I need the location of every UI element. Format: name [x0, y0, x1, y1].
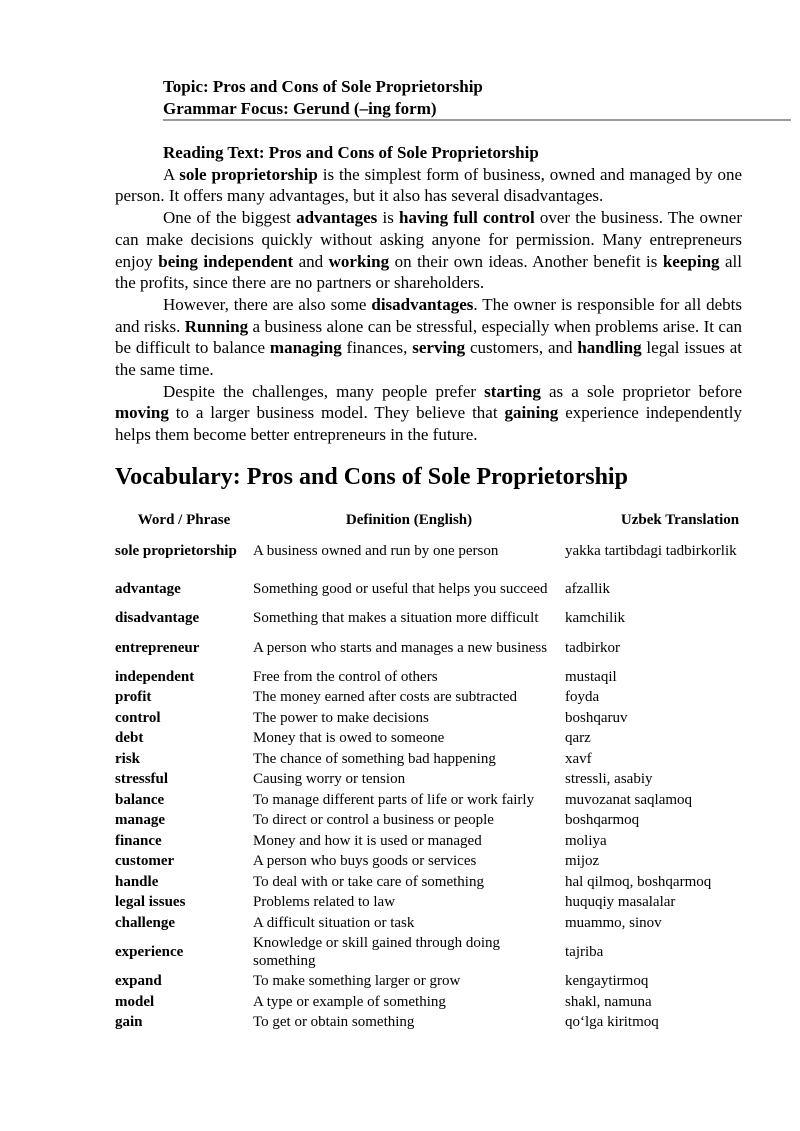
- vocab-word: risk: [115, 750, 141, 767]
- vocab-definition: Something that makes a situation more difficult: [253, 610, 539, 627]
- vocab-word: disadvantage: [115, 610, 200, 627]
- text-run: customers, and: [465, 338, 578, 358]
- vocab-word: profit: [115, 689, 152, 706]
- text-run: all the profits, since there are no partners or shareholders.: [115, 251, 742, 293]
- vocab-definition: Problems related to law: [253, 894, 396, 911]
- vocab-word: expand: [115, 973, 162, 990]
- table-row: [115, 708, 795, 729]
- vocab-definition: Money and how it is used or managed: [253, 832, 482, 849]
- text-run: is the simplest form of business, owned and managed by one person. It offers many advantages, but it also has several disadvantages.: [115, 164, 742, 206]
- vocab-word: finance: [115, 832, 162, 849]
- vocab-definition: A person who starts and manages a new business: [253, 639, 548, 656]
- vocab-word: gain: [115, 1014, 143, 1031]
- table-row: [115, 992, 795, 1013]
- vocab-word: advantage: [115, 581, 181, 597]
- vocab-definition: Money that is owed to someone: [253, 730, 445, 747]
- vocab-translation: yakka tartibdagi tadbirkorlik: [565, 543, 737, 559]
- table-row: [115, 769, 795, 790]
- vocab-definition: To get or obtain something: [253, 1014, 415, 1031]
- vocab-word: control: [115, 709, 161, 726]
- bold-term: having full control: [399, 208, 535, 228]
- table-row: [115, 629, 795, 667]
- table-row: [115, 1012, 795, 1033]
- text-run: . The owner is responsible for all debts and risks.: [115, 294, 742, 336]
- table-row: [115, 687, 795, 708]
- vocab-translation: stressli, asabiy: [565, 771, 653, 788]
- vocab-translation: shakl, namuna: [565, 993, 652, 1010]
- vocab-word: challenge: [115, 914, 175, 931]
- vocab-translation: foyda: [565, 689, 600, 706]
- text-run: and: [293, 251, 329, 271]
- reading-paragraph-4: [115, 381, 742, 446]
- text-run: to a larger business model. They believe that: [168, 403, 505, 423]
- vocab-translation: hal qilmoq, boshqarmoq: [565, 873, 712, 890]
- bold-term: working: [328, 251, 390, 271]
- text-run: legal issues at the same time.: [115, 338, 742, 380]
- bold-term: keeping: [662, 251, 720, 271]
- vocab-translation: muvozanat saqlamoq: [565, 791, 693, 808]
- table-row: [115, 831, 795, 852]
- text-run: experience independently helps them become better entrepreneurs in the future.: [115, 403, 742, 445]
- bold-term: starting: [484, 381, 541, 401]
- text-run: over the business. The owner can make decisions quickly without asking anyone for permission. Many entrepreneurs enjoy: [115, 208, 742, 271]
- table-row: [115, 872, 795, 893]
- bold-term: handling: [577, 338, 642, 358]
- vocab-definition: To deal with or take care of something: [253, 873, 484, 890]
- vocab-translation: huquqiy masalalar: [565, 894, 676, 911]
- table-row: [115, 570, 795, 608]
- document-header: [163, 76, 791, 120]
- topic-line: Topic: Pros and Cons of Sole Proprietorship: [163, 77, 483, 96]
- bold-term: managing: [269, 338, 342, 358]
- column-header-definition: Definition (English): [345, 511, 473, 528]
- vocab-word: customer: [115, 853, 175, 870]
- vocabulary-table-body: [115, 532, 795, 1033]
- table-row: [115, 608, 795, 629]
- bold-term: gaining: [504, 403, 559, 423]
- column-header-word: Word / Phrase: [137, 511, 231, 528]
- vocab-word: independent: [115, 668, 195, 685]
- bold-term: advantages: [296, 208, 378, 228]
- vocab-word: legal issues: [115, 894, 186, 911]
- vocab-word: debt: [115, 730, 144, 747]
- vocab-definition: The chance of something bad happening: [253, 750, 496, 767]
- vocab-definition: A type or example of something: [253, 993, 446, 1010]
- vocab-definition: Causing worry or tension: [253, 771, 406, 788]
- grammar-focus-line: Grammar Focus: Gerund (–ing form): [163, 99, 437, 118]
- vocab-word: sole proprietorship: [115, 543, 237, 559]
- vocab-definition: A person who buys goods or services: [253, 853, 477, 870]
- vocabulary-title: Vocabulary: Pros and Cons of Sole Proprietorship: [115, 464, 628, 490]
- bold-term: disadvantages: [371, 294, 474, 314]
- text-run: a business alone can be stressful, especially when problems arise. It can be difficult to balance: [115, 316, 742, 358]
- table-row: [115, 851, 795, 872]
- vocab-translation: moliya: [565, 832, 607, 849]
- vocab-definition: Knowledge or skill gained through doing something: [253, 935, 501, 969]
- vocab-translation: mijoz: [565, 853, 600, 870]
- vocab-definition: A difficult situation or task: [253, 914, 415, 931]
- table-header-row: [115, 509, 795, 532]
- vocab-translation: qo‘lga kiritmoq: [565, 1014, 659, 1031]
- column-header-translation: Uzbek Translation: [620, 511, 740, 528]
- reading-paragraph-2: [115, 207, 742, 294]
- text-run: However, there are also some: [163, 294, 372, 314]
- table-row: [115, 892, 795, 913]
- table-row: [115, 790, 795, 811]
- bold-term: being independent: [158, 251, 294, 271]
- text-run: as a sole proprietor before: [540, 381, 742, 401]
- bold-term: moving: [115, 403, 169, 423]
- vocab-word: entrepreneur: [115, 639, 200, 656]
- vocab-translation: boshqarmoq: [565, 812, 640, 829]
- header-divider: [163, 119, 791, 121]
- vocab-translation: mustaqil: [565, 668, 617, 685]
- vocab-translation: muammo, sinov: [565, 914, 662, 931]
- vocab-translation: qarz: [565, 730, 591, 747]
- vocab-definition: The money earned after costs are subtracted: [253, 689, 518, 706]
- vocab-definition: To make something larger or grow: [253, 973, 461, 990]
- bold-term: serving: [412, 338, 466, 358]
- reading-title: Reading Text: Pros and Cons of Sole Proprietorship: [163, 143, 539, 162]
- vocab-translation: xavf: [565, 750, 592, 767]
- vocab-word: stressful: [115, 771, 169, 788]
- vocab-word: model: [115, 993, 155, 1010]
- table-row: [115, 667, 795, 688]
- vocab-word: experience: [115, 944, 184, 960]
- reading-paragraph-3: [115, 294, 742, 381]
- vocab-definition: The power to make decisions: [253, 709, 429, 726]
- table-row: [115, 913, 795, 934]
- vocabulary-table: [115, 509, 795, 1033]
- vocab-word: handle: [115, 873, 159, 890]
- table-row: [115, 749, 795, 770]
- vocab-translation: kengaytirmoq: [565, 973, 649, 990]
- table-row: [115, 971, 795, 992]
- vocab-definition: To manage different parts of life or work fairly: [253, 791, 535, 808]
- vocab-definition: To direct or control a business or people: [253, 812, 494, 829]
- text-run: finances,: [341, 338, 413, 358]
- vocab-translation: tadbirkor: [565, 639, 620, 656]
- table-row: [115, 933, 795, 971]
- vocab-definition: Free from the control of others: [253, 668, 438, 685]
- vocab-definition: Something good or useful that helps you succeed: [253, 581, 548, 597]
- text-run: Despite the challenges, many people prefer: [163, 381, 485, 401]
- vocab-translation: tajriba: [565, 944, 604, 960]
- vocab-definition: A business owned and run by one person: [253, 543, 499, 559]
- vocab-translation: boshqaruv: [565, 709, 628, 726]
- text-run: A: [163, 164, 180, 184]
- vocab-translation: kamchilik: [565, 610, 625, 627]
- reading-section: [115, 142, 742, 446]
- bold-term: sole proprietorship: [179, 164, 318, 184]
- bold-term: Running: [184, 316, 249, 336]
- text-run: One of the biggest: [163, 208, 297, 228]
- vocab-word: balance: [115, 791, 165, 808]
- table-row: [115, 810, 795, 831]
- table-row: [115, 728, 795, 749]
- vocab-word: manage: [115, 812, 165, 829]
- vocab-translation: afzallik: [565, 581, 610, 597]
- text-run: is: [377, 208, 399, 228]
- reading-paragraph-1: [115, 164, 742, 207]
- text-run: on their own ideas. Another benefit is: [389, 251, 663, 271]
- table-row: [115, 532, 795, 570]
